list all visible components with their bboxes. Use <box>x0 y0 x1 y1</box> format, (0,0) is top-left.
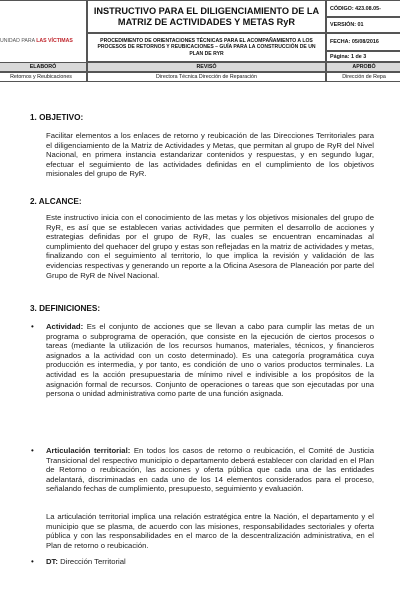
definition-dt <box>46 557 374 567</box>
reviso-header-cell <box>87 62 326 72</box>
procedure-cell <box>87 33 326 62</box>
page-count-cell <box>326 51 400 62</box>
bullet-articulacion: • <box>31 446 34 455</box>
definition-dt-text: Dirección Territorial <box>57 557 126 566</box>
elaboro-header-cell <box>0 62 87 72</box>
elaboro-label: ELABORÓ <box>29 64 57 70</box>
aprobo-value-cell <box>326 72 400 82</box>
definition-articulacion <box>46 446 374 494</box>
definition-articulacion-text: En todos los casos de retorno o reubicación, el Comité de Justicia Transicional del respectivo municipio o departamento deberá establecer con claridad en el Plan de Retorno o reubicación, las acciones y oferta pública que cada una de las entidades adelantará, discriminadas en cada uno de los 14 elementos considerados para el proceso, señalando fechas de cumplimiento, presupuesto, seguimiento y evaluación. <box>46 446 374 494</box>
document-title: INSTRUCTIVO PARA EL DILIGENCIAMIENTO DE LA MATRIZ DE ACTIVIDADES Y METAS RyR <box>93 6 320 27</box>
document-title-cell <box>87 0 326 33</box>
aprobo-label: APROBÓ <box>352 64 376 70</box>
term-dt: DT: <box>46 557 58 566</box>
document-header-table <box>0 0 400 102</box>
elaboro-value-cell <box>0 72 87 82</box>
definition-actividad-text: Es el conjunto de acciones que se llevan a cabo para cumplir las metas de un programa o subprograma de operación, que consiste en la ejecución de ciertos procesos o tareas (mediante la utilización de los recursos humanos, materiales, técnicos, y financieros asignados a la actividad con un costo determinado). Es una categoría programática cuya producción es intermedia, y por tanto, es condición de uno o varios productos terminales. La actividad es la acción presupuestaria de mínimo nivel e indivisible a los propósitos de la asignación formal de recursos. Conjunto de operaciones o tareas que son ejecutadas por una persona o unidad administrativa como parte de una función asignada. <box>46 322 374 399</box>
section-objetivo-text: Facilitar elementos a los enlaces de retorno y reubicación de las Direcciones Territoriales para el diligenciamiento de la Matriz de Actividades y Metas, que permitan al grupo de RyR del Nivel Nacional, en primera instancia estandarizar contenidos y respuestas, y en segundo lugar, efectuar el seguimiento de las actividades definidas en el cumplimiento de los objetivos misionales del grupo de RyR. <box>46 131 374 179</box>
procedure-name: PROCEDIMIENTO DE ORIENTACIONES TÉCNICAS PARA EL ACOMPAÑAMIENTO A LOS PROCESOS DE RETORNOS Y REUBICACIONES – GUÍA PARA LA CONSTRUCCIÓN DE UN PLAN DE RYR <box>97 38 316 57</box>
page-count: Página: 1 de 3 <box>330 53 367 60</box>
definition-articulacion-text-2: La articulación territorial implica una relación estratégica entre la Nación, el departamento y el municipio que se plasma, de acuerdo con las misiones, responsabilidades sectoriales y oferta pública y con las responsabilidades en el marco de la descentralización administrativa, en el Plan de retorno o reubicación. <box>46 512 374 550</box>
section-definiciones-heading: 3. DEFINICIONES: <box>30 304 101 313</box>
version-cell <box>326 17 400 33</box>
elaboro-value: Retornos y Reubicaciones <box>10 74 72 80</box>
bullet-actividad: • <box>31 322 34 331</box>
section-alcance-heading: 2. ALCANCE: <box>30 197 82 206</box>
term-actividad: Actividad: <box>46 322 84 331</box>
code-cell <box>326 0 400 17</box>
term-articulacion: Articulación territorial: <box>46 446 131 455</box>
reviso-label: REVISÓ <box>196 64 217 70</box>
date-cell <box>326 33 400 51</box>
document-code: CÓDIGO: 423.08.05- <box>330 5 381 12</box>
reviso-value: Directora Técnica Dirección de Reparación <box>156 74 257 80</box>
unidad-victimas-logo: UNIDAD PARA LAS VÍCTIMAS <box>0 38 73 44</box>
definition-actividad <box>46 322 374 399</box>
section-alcance-text: Este instructivo inicia con el conocimiento de las metas y los objetivos misionales del grupo de RyR, es así que se establecen varias actividades que permiten el desarrollo de acciones y estrategias definidas por el grupo de RyR, las cuales se encuentran encaminadas al cumplimiento del quehacer del grupo y estas son reflejadas en la matriz de actividades y metas, finalizando con el seguimiento al territorio, lo que implica la revisión y validación de las evidencias respectivas y generando un reporte a la Oficina Asesora de Planeación por parte del Grupo de RyR de Nivel Nacional. <box>46 213 374 280</box>
aprobo-header-cell <box>326 62 400 72</box>
bullet-dt: • <box>31 557 34 566</box>
document-date: FECHA: 05/08/2016 <box>330 39 379 45</box>
reviso-value-cell <box>87 72 326 82</box>
document-version: VERSIÓN: 01 <box>330 22 364 28</box>
section-objetivo-heading: 1. OBJETIVO: <box>30 113 84 122</box>
aprobo-value: Dirección de Repa <box>342 74 386 80</box>
